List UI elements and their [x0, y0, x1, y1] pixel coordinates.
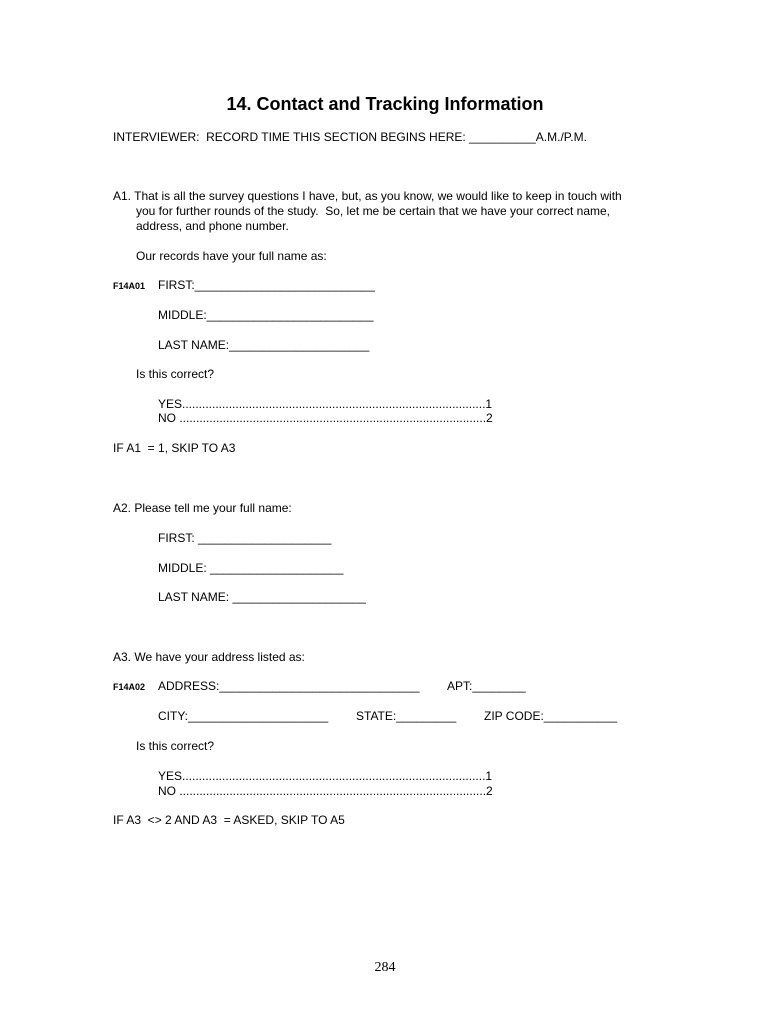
a1-variable-code: F14A01 [113, 281, 146, 291]
a3-correct-question: Is this correct? [136, 739, 215, 753]
a2-question: A2. Please tell me your full name: [113, 501, 292, 515]
interviewer-instruction: INTERVIEWER: RECORD TIME THIS SECTION BEGINS HERE: __________A.M./P.M. [113, 130, 587, 144]
a1-records-intro: Our records have your full name as: [136, 249, 327, 263]
a1-question-line-1: A1. That is all the survey questions I have, but, as you know, we would like to keep in touch with [113, 189, 622, 203]
a1-correct-question: Is this correct? [136, 367, 215, 381]
a1-skip-instruction: IF A1 = 1, SKIP TO A3 [113, 441, 236, 455]
a2-first-name-field[interactable]: FIRST: ____________________ [158, 531, 332, 545]
page-title: 14. Contact and Tracking Information [226, 94, 544, 114]
a1-option-no[interactable]: NO ............................................................................................2 [158, 411, 493, 425]
a1-first-name-field[interactable]: FIRST:___________________________ [158, 278, 375, 292]
a1-last-name-field[interactable]: LAST NAME:_____________________ [158, 338, 370, 352]
a3-option-no[interactable]: NO ............................................................................................2 [158, 784, 493, 798]
a3-address-field[interactable]: ADDRESS:______________________________ [158, 679, 420, 693]
a3-state-field[interactable]: STATE:_________ [356, 709, 457, 723]
a1-middle-name-field[interactable]: MIDDLE:_________________________ [158, 308, 374, 322]
a3-variable-code: F14A02 [113, 682, 146, 692]
a2-middle-name-field[interactable]: MIDDLE: ____________________ [158, 561, 344, 575]
page-number: 284 [374, 960, 396, 975]
a3-apt-field[interactable]: APT:________ [447, 679, 526, 693]
a2-last-name-field[interactable]: LAST NAME: ____________________ [158, 590, 366, 604]
a3-question: A3. We have your address listed as: [113, 650, 305, 664]
a1-option-yes[interactable]: YES...........................................................................................1 [158, 397, 493, 411]
a1-question-line-2: you for further rounds of the study. So, let me be certain that we have your correct name, [136, 204, 611, 218]
a3-city-field[interactable]: CITY:_____________________ [158, 709, 329, 723]
a3-zip-field[interactable]: ZIP CODE:___________ [484, 709, 618, 723]
a1-question-line-3: address, and phone number. [136, 219, 289, 233]
a3-option-yes[interactable]: YES...........................................................................................1 [158, 769, 493, 783]
a3-skip-instruction: IF A3 <> 2 AND A3 = ASKED, SKIP TO A5 [113, 813, 345, 827]
